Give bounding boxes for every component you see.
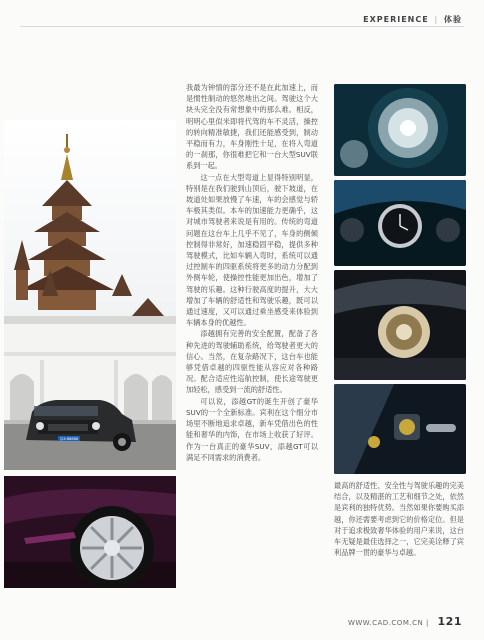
dashboard-illustration bbox=[334, 270, 466, 380]
header-separator: | bbox=[434, 15, 439, 24]
footer-separator: | bbox=[425, 619, 429, 627]
website-url: WWW.CAD.COM.CN bbox=[347, 619, 424, 627]
section-title-cn: 体验 bbox=[444, 15, 462, 24]
license-plate: 京A·88888 bbox=[59, 437, 79, 441]
section-header bbox=[363, 14, 462, 25]
section-title-en: EXPERIENCE bbox=[363, 15, 429, 24]
controls-illustration bbox=[334, 384, 466, 474]
clock-photo bbox=[334, 180, 466, 266]
headlight-illustration bbox=[334, 84, 466, 176]
headlight-photo bbox=[334, 84, 466, 176]
wheel-closeup-photo bbox=[4, 476, 176, 588]
clock-illustration bbox=[334, 180, 466, 266]
page-footer bbox=[348, 615, 462, 628]
pagoda-illustration bbox=[4, 120, 176, 470]
article-column-1 bbox=[186, 82, 318, 463]
header-rule bbox=[20, 26, 464, 27]
paragraph-final: 最高的舒适性、安全性与驾驶乐趣的完美结合，以及精湛的工艺和细节之处，依然是宾利的独特优势。当然如果你要购买添越，你还需要考虑到它的价格定位。但是对于追求极致奢华体验的用户来说，这台车无疑是最佳选择之一，它完美诠释了宾利品牌一贯的豪华与卓越。 bbox=[334, 481, 464, 558]
article-column-2 bbox=[334, 480, 464, 558]
dashboard-photo bbox=[334, 270, 466, 380]
wheel-illustration bbox=[4, 476, 176, 588]
paragraph-3: 添越拥有完善的安全配置，配备了各种先进的驾驶辅助系统，给驾驶者更大的信心。当然，在复杂路况下，这台车也能够凭借卓越的四驱性能从容应对各种路况。配合适应性巡航控制，使长途驾驶更加轻松，感受到一流的舒适性。 bbox=[186, 329, 318, 395]
paragraph-1: 我最为钟情的部分还不是在此加速上，而是惯性制动的悠然地出之间。驾驶这个大块头完全没有常想象中的那么难。相反，明明心里似米即将代驾的车不灵活，操控的转向精准敏捷，我们还能感受到，制动平稳而有力，车身刚性十足，在将入弯道的一刹那，你很难把它和一台大型SUV联系到一起。 bbox=[186, 83, 318, 171]
paragraph-4: 可以说，添越GT的诞生开创了豪华SUV的一个全新标准。宾利在这个细分市场里不断地追求卓越，新车凭借出色的性能和奢华的内饰，在市场上收获了好评。作为一台真正的豪华SUV，添越GT可以满足不同需求的消费者。 bbox=[186, 396, 318, 462]
pagoda-suv-photo bbox=[4, 120, 176, 470]
controls-photo bbox=[334, 384, 466, 474]
page-number: 121 bbox=[437, 615, 462, 628]
paragraph-2: 这一点在大型弯道上显得特别明显，特别是在我们驶到山顶后，驶下坡道，在坡道处如果放慢了车速，车的会感觉与轿车极其类似。本车的加速能力更确乎，这对城市驾驶者来说是有用的。传统的弯道问题在这台车上几乎不见了，车身的侧倾控制得非常好，加速稳固平稳，提供多种驾驶模式，比如车辆入弯时，系统可以通过控制车的四驱系统将更多的动力分配到外侧车轮，使操控性能更加出色，增加了驾驶的乐趣。这种行驶高度的提升，大大增加了车辆的舒适性和驾驶乐趣，既可以通过速度，又可以通过乘坐感受来体验到车辆本身的优越性。 bbox=[186, 172, 318, 328]
